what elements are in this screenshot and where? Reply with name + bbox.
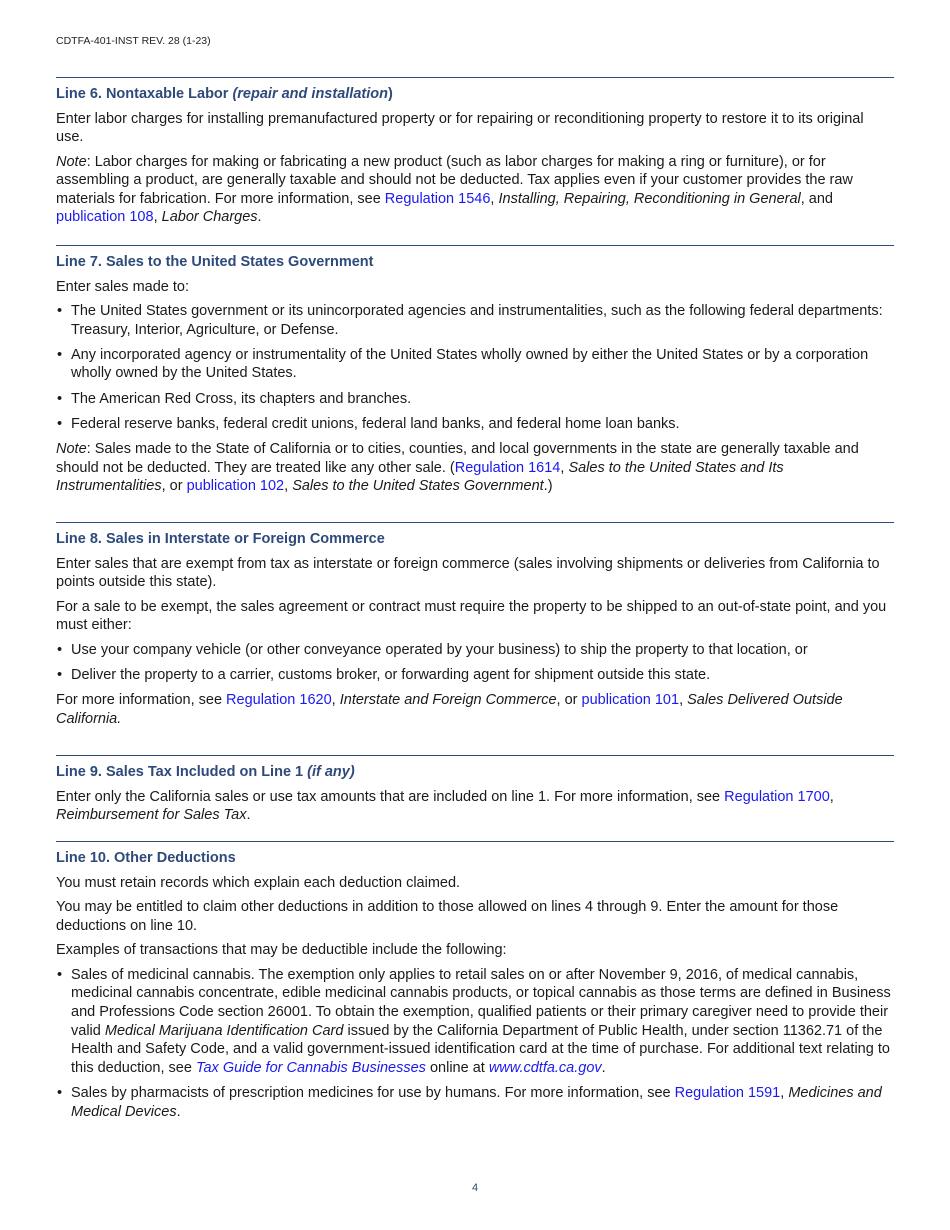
text-run: , bbox=[780, 1085, 789, 1102]
list-item bbox=[56, 666, 894, 685]
section-line-10 bbox=[56, 841, 894, 1128]
paragraph bbox=[56, 440, 894, 496]
text-run: issued by the California Department of Public Health, under section 11362.71 of the Health and Safety Code, and a valid government-issued identification card at the time of purchase. For additional text relating to this deduction, see bbox=[71, 1022, 890, 1076]
text-run: : Labor charges for making or fabricating a new product (such as labor charges for making a ring or furniture), or for assembling a product, are generally taxable and should not be deducted. Tax applies even if your customer provides the raw materials for fabrication. For more information, see bbox=[56, 153, 853, 207]
italic-text: Sales to the United States and Its Instrumentalities bbox=[56, 459, 784, 495]
text-run: Line 8. Sales in Interstate or Foreign Commerce bbox=[56, 531, 385, 547]
text-run: , bbox=[679, 692, 688, 709]
text-run: Use your company vehicle (or other conveyance operated by your business) to ship the property to that location, or bbox=[71, 641, 808, 658]
section-heading bbox=[56, 763, 894, 782]
text-run: . bbox=[257, 209, 262, 226]
text-run: Line 10. Other Deductions bbox=[56, 850, 236, 866]
text-run: Enter sales made to: bbox=[56, 278, 189, 295]
paragraph bbox=[56, 555, 894, 592]
text-run: , bbox=[153, 209, 162, 226]
list-item bbox=[56, 966, 894, 1078]
paragraph bbox=[56, 691, 894, 728]
italic-text: Note bbox=[56, 441, 87, 458]
text-run: The American Red Cross, its chapters and branches. bbox=[71, 390, 412, 407]
text-run: : Sales made to the State of California or to cities, counties, and local governments in the state are generally taxable and should not be deducted. They are treated like any other sale. ( bbox=[56, 441, 859, 476]
reference-link[interactable]: publication 108 bbox=[56, 209, 154, 226]
reference-link[interactable]: publication 101 bbox=[581, 692, 680, 709]
text-run: , bbox=[331, 692, 340, 709]
bullet-list bbox=[56, 641, 894, 685]
italic-text: Labor Charges bbox=[161, 209, 258, 226]
text-run: , bbox=[490, 190, 499, 207]
text-run: . bbox=[176, 1103, 181, 1120]
italic-text: Medicines and Medical Devices bbox=[71, 1085, 882, 1120]
text-run: , bbox=[560, 459, 569, 476]
text-run: Enter only the California sales or use tax amounts that are included on line 1. For more information, see bbox=[56, 788, 725, 805]
list-item bbox=[56, 346, 894, 383]
text-run: Deliver the property to a carrier, customs broker, or forwarding agent for shipment outside this state. bbox=[71, 667, 711, 684]
section-line-8 bbox=[56, 522, 894, 734]
reference-link[interactable]: Regulation 1620 bbox=[226, 692, 332, 709]
text-run: , or bbox=[161, 478, 187, 495]
section-line-7 bbox=[56, 245, 894, 502]
italic-text: Installing, Repairing, Reconditioning in General bbox=[498, 190, 801, 207]
text-run: For more information, see bbox=[56, 692, 227, 709]
text-run: Enter sales that are exempt from tax as interstate or foreign commerce (sales involving shipments or deliveries from California to points outside this state). bbox=[56, 555, 880, 591]
text-run: Line 9. Sales Tax Included on Line 1 bbox=[56, 764, 308, 780]
text-run: You may be entitled to claim other deductions in addition to those allowed on lines 4 through 9. Enter the amount for those deductions on line 10. bbox=[56, 899, 839, 934]
italic-text: Sales Delivered Outside California. bbox=[56, 692, 843, 727]
text-run: , or bbox=[556, 692, 582, 709]
paragraph bbox=[56, 598, 894, 635]
text-run: Federal reserve banks, federal credit unions, federal land banks, and federal home loan banks. bbox=[71, 415, 680, 432]
text-run: ) bbox=[387, 86, 393, 102]
paragraph bbox=[56, 110, 894, 147]
text-run: Sales by pharmacists of prescription medicines for use by humans. For more information, see bbox=[71, 1085, 675, 1102]
bullet-list bbox=[56, 302, 894, 433]
text-run: Sales of medicinal cannabis. The exemption only applies to retail sales on or after November 9, 2016, of medical cannabis, medicinal cannabis concentrate, edible medicinal cannabis products, or topical cannabis as those terms are defined in Business and Professions Code section 26001. To obtain the exemption, qualified patients or their primary caregiver need to provide their valid bbox=[71, 966, 891, 1039]
text-run: Line 7. Sales to the United States Government bbox=[56, 254, 374, 270]
paragraph bbox=[56, 278, 894, 297]
section-line-6 bbox=[56, 77, 894, 233]
page-number: 4 bbox=[471, 1182, 479, 1194]
paragraph bbox=[56, 874, 894, 893]
italic-text: (repair and installation bbox=[232, 86, 388, 102]
italic-text: Note bbox=[56, 153, 87, 170]
reference-link[interactable]: Regulation 1614 bbox=[454, 459, 561, 476]
text-run: , and bbox=[800, 190, 833, 207]
list-item bbox=[56, 390, 894, 409]
text-run: . bbox=[601, 1059, 606, 1076]
text-run: Enter labor charges for installing premanufactured property or for repairing or reconditioning property to restore it to its original use. bbox=[56, 110, 864, 146]
reference-link[interactable]: Regulation 1546 bbox=[384, 190, 491, 207]
section-heading bbox=[56, 530, 894, 549]
list-item bbox=[56, 415, 894, 434]
reference-link[interactable]: Regulation 1591 bbox=[674, 1085, 781, 1102]
reference-link[interactable]: publication 102 bbox=[186, 478, 285, 495]
text-run: , bbox=[284, 478, 293, 495]
paragraph bbox=[56, 788, 894, 825]
text-run: online at bbox=[425, 1059, 489, 1076]
italic-text: Interstate and Foreign Commerce bbox=[339, 692, 557, 709]
paragraph bbox=[56, 941, 894, 960]
list-item bbox=[56, 302, 894, 339]
section-heading bbox=[56, 253, 894, 272]
reference-link[interactable]: www.cdtfa.ca.gov bbox=[488, 1059, 602, 1076]
text-run: Any incorporated agency or instrumentality of the United States wholly owned by either the United States or by a corporation wholly owned by the United States. bbox=[71, 346, 869, 382]
paragraph bbox=[56, 153, 894, 227]
text-run: . bbox=[246, 807, 251, 824]
italic-text: Medical Marijuana Identification Card bbox=[104, 1022, 344, 1039]
text-run: Line 6. Nontaxable Labor bbox=[56, 86, 233, 102]
bullet-list bbox=[56, 966, 894, 1121]
paragraph bbox=[56, 898, 894, 935]
form-revision-header: CDTFA-401-INST REV. 28 (1-23) bbox=[56, 35, 211, 47]
section-line-9 bbox=[56, 755, 894, 831]
italic-text: Sales to the United States Government bbox=[292, 478, 544, 495]
list-item bbox=[56, 641, 894, 660]
reference-link[interactable]: Regulation 1700 bbox=[724, 788, 830, 805]
text-run: .) bbox=[543, 478, 553, 495]
italic-text: Reimbursement for Sales Tax bbox=[56, 807, 247, 824]
italic-text: (if any) bbox=[307, 764, 355, 780]
reference-link[interactable]: Tax Guide for Cannabis Businesses bbox=[195, 1059, 426, 1076]
text-run: You must retain records which explain each deduction claimed. bbox=[56, 874, 461, 891]
list-item bbox=[56, 1084, 894, 1121]
section-heading bbox=[56, 85, 894, 104]
section-heading bbox=[56, 849, 894, 868]
text-run: , bbox=[829, 788, 834, 805]
text-run: Examples of transactions that may be deductible include the following: bbox=[56, 942, 507, 959]
text-run: The United States government or its unincorporated agencies and instrumentalities, such as the following federal departments: Treasury, Interior, Agriculture, or Defense. bbox=[71, 303, 883, 338]
text-run: For a sale to be exempt, the sales agreement or contract must require the property to be shipped to an out-of-state point, and you must either: bbox=[56, 598, 887, 634]
